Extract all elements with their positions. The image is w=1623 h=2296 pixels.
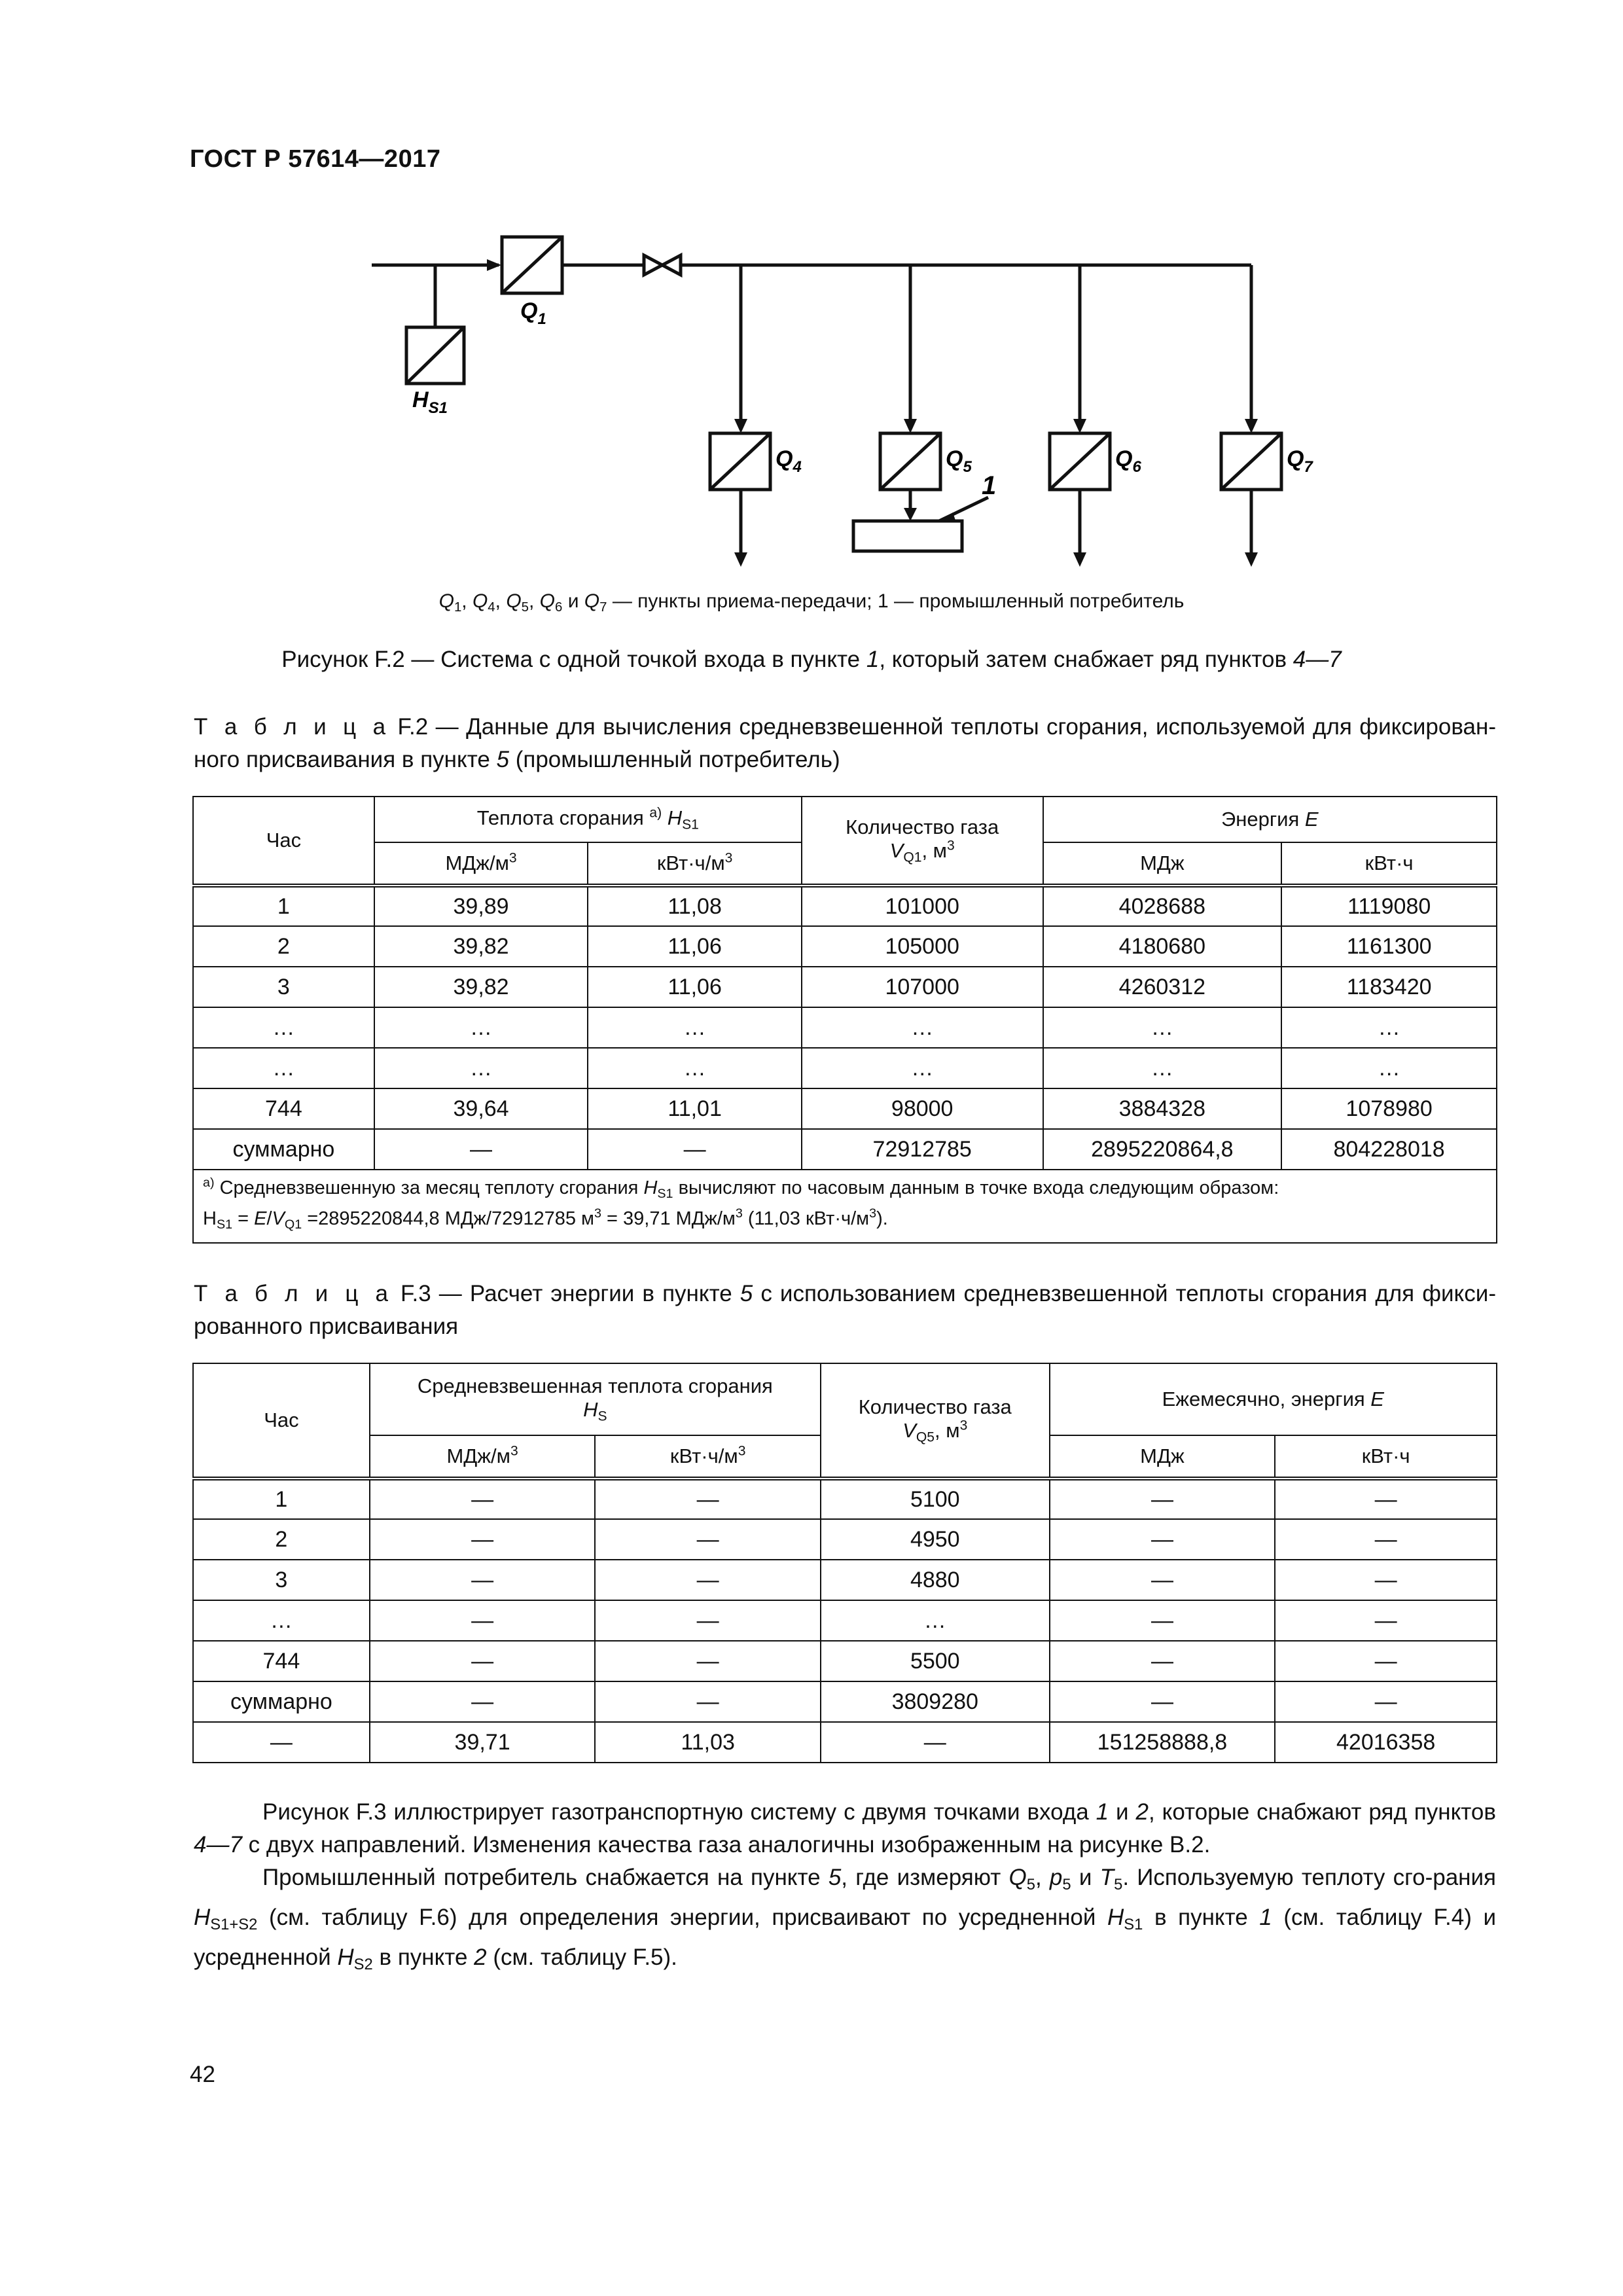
- table-f3-title: Т а б л и ц а F.3 — Расчет энергии в пункте 5 с использованием средневзвешенной теплоты сгорания для фикси-рованного присваивания: [194, 1281, 1496, 1339]
- t3-h-hour: Час: [193, 1363, 370, 1479]
- t2-h-qty: Количество газа $V_{Q1}$, $м^3$: [802, 797, 1043, 886]
- t2-u-mj: МДж: [1043, 842, 1282, 886]
- t2-h-energy: Энергия E: [1043, 797, 1497, 842]
- gas-system-diagram: [0, 196, 1623, 589]
- table-f2-title: Т а б л и ц а F.2 — Данные для вычисления средневзвешенной теплоты сгорания, используемой для фиксирован-ного присваивания в пункте 5 (промышленный потребитель): [194, 714, 1496, 772]
- document-header: ГОСТ Р 57614—2017: [190, 145, 441, 173]
- paragraph-2: Промышленный потребитель снабжается на пункте 5, где измеряют $Q_5$, $p_5$ и $T_5$. Используемую теплоту сго-рания $H_{S1+S2}$ (см. таблицу F.6) для определения энергии, присваивают по усредненной $H_{S1}$ в пункте 1 (см. таблицу F.4) и усредненной $H_{S2}$ в пункте 2 (см. таблицу F.5).: [194, 1865, 1497, 1974]
- table-row: … — — … — —: [193, 1600, 1497, 1641]
- t3-h-heat: Средневзвешенная теплота сгорания $H_S$: [370, 1363, 821, 1435]
- table-row-result: — 39,71 11,03 — 151258888,8 42016358: [193, 1722, 1497, 1763]
- table-row: 2 39,82 11,06 105000 4180680 1161300: [193, 926, 1497, 967]
- table-row: 1 — — 5100 — —: [193, 1479, 1497, 1519]
- t2-u-kwh: кВт·ч: [1281, 842, 1497, 886]
- label-q1: $Q_1$: [520, 298, 546, 328]
- table-row: 2 — — 4950 — —: [193, 1519, 1497, 1560]
- table-row: 744 39,64 11,01 98000 3884328 1078980: [193, 1088, 1497, 1129]
- label-hs1: $H_{S1}$: [412, 387, 448, 417]
- arrow-q1: [487, 259, 501, 271]
- table-f3: [192, 1363, 1497, 1763]
- table-row: … … … … … …: [193, 1007, 1497, 1048]
- table-row: 1 39,89 11,08 101000 4028688 1119080: [193, 886, 1497, 926]
- page-number: 42: [190, 2062, 215, 2087]
- table-f2-footnote: $^{а)}$ Средневзвешенную за месяц теплоту сгорания $H_{S1}$ вычисляют по часовым данным в точке входа следующим образом: $H_{S1} = E/V_{Q1} =2895220844,8$ МДж/72912785 $м^3 = 39,71$ МДж/$м^3$ (11,03 $кВт\cdot ч/м^3$).: [193, 1170, 1497, 1243]
- t2-h-hour: Час: [193, 797, 374, 886]
- figure-legend: $Q_1$, $Q_4$, $Q_5$, $Q_6$ и $Q_7$ — пункты приема-передачи; 1 — промышленный потребитель: [438, 590, 1185, 615]
- table-row: 744 — — 5500 — —: [193, 1641, 1497, 1681]
- t3-u-kwh: кВт·ч: [1275, 1435, 1497, 1479]
- table-row: суммарно — — 3809280 — —: [193, 1681, 1497, 1722]
- t2-u-kwh-m3: $кВт\cdot ч/м^3$: [588, 842, 802, 886]
- figure-caption: Рисунок F.2 — Система с одной точкой входа в пункте 1, который затем снабжает ряд пунктов 4—7: [281, 647, 1342, 672]
- t2-h-heat: Теплота сгорания $^{а)}$ $H_{S1}$: [374, 797, 802, 842]
- t3-u-kwh-m3: $кВт\cdot ч/м^3$: [595, 1435, 821, 1479]
- label-q7: $Q_7$: [1287, 446, 1313, 476]
- label-q6: $Q_6$: [1115, 446, 1141, 476]
- t3-u-mj-m3: МДж/$м^3$: [370, 1435, 596, 1479]
- paragraph-1: Рисунок F.3 иллюстрирует газотранспортную систему с двумя точками входа 1 и 2, которые снабжают ряд пунктов 4—7 с двух направлений. Изменения качества газа аналогичны изображенным на рисунке В.2.: [194, 1799, 1496, 1857]
- table-row: … … … … … …: [193, 1048, 1497, 1088]
- table-row: 3 — — 4880 — —: [193, 1560, 1497, 1600]
- table-row: 3 39,82 11,06 107000 4260312 1183420: [193, 967, 1497, 1007]
- label-q5: $Q_5$: [946, 446, 972, 476]
- t3-h-energy: Ежемесячно, энергия E: [1050, 1363, 1497, 1435]
- industrial-consumer-box: [853, 521, 962, 551]
- label-q4: $Q_4$: [776, 446, 802, 476]
- table-row-total: суммарно — — 72912785 2895220864,8 804228018: [193, 1129, 1497, 1170]
- label-consumer: 1: [982, 471, 997, 500]
- legend-text: — пункты приема-передачи; 1 — промышленный потребитель: [612, 590, 1185, 612]
- table-f2: [192, 796, 1497, 1244]
- t2-u-mj-m3: МДж/$м^3$: [374, 842, 588, 886]
- t3-u-mj: МДж: [1050, 1435, 1275, 1479]
- t3-h-qty: Количество газа $V_{Q5}$, $м^3$: [821, 1363, 1050, 1479]
